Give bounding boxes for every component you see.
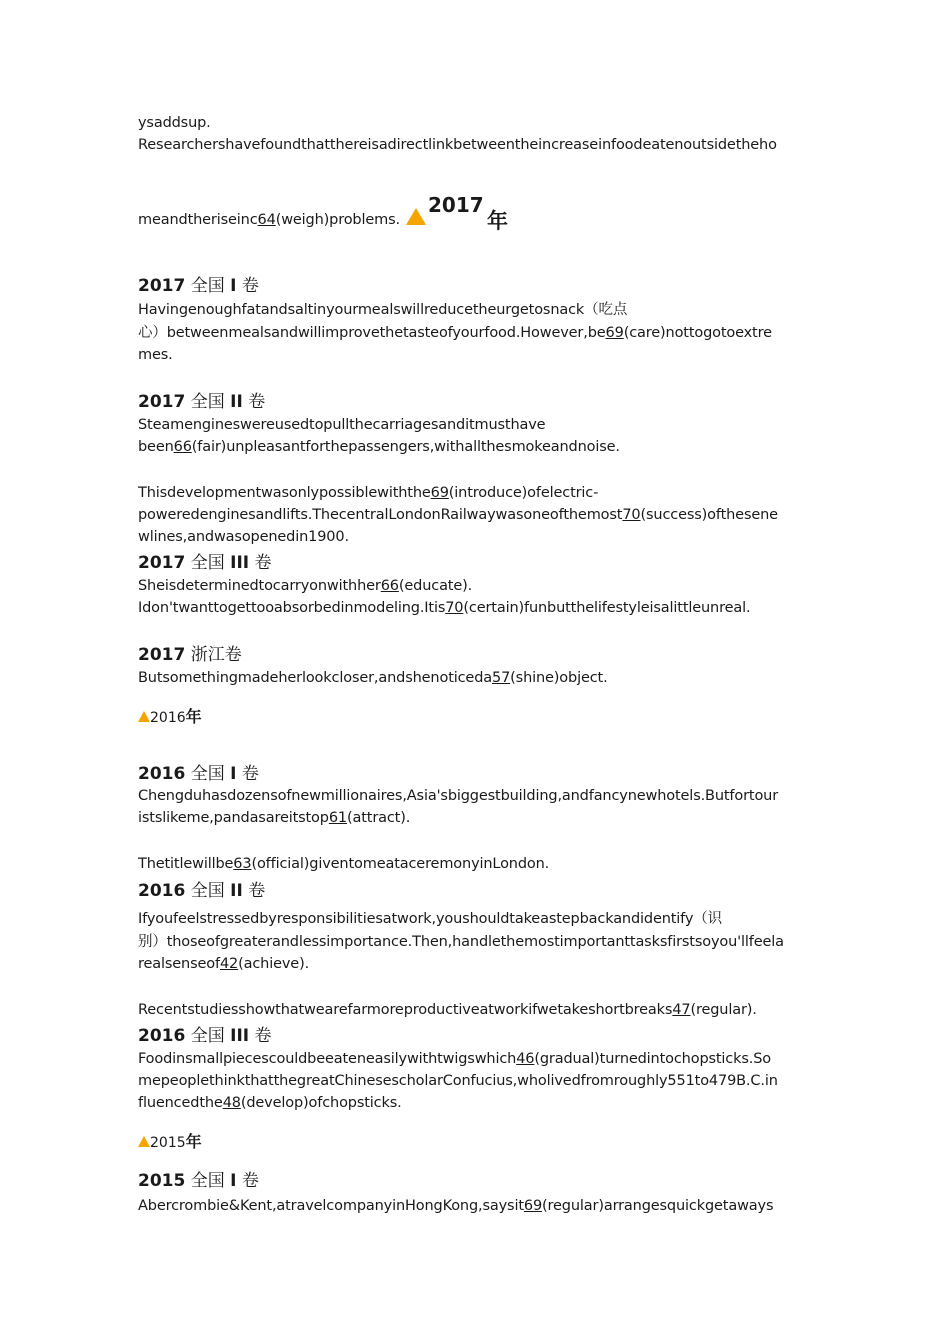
section-heading — [138, 643, 242, 667]
text-line — [138, 575, 472, 597]
text-line: mepeoplethinkthatthegreatChinesescholarConfucius,wholivedfromroughly551to479B.C.in — [138, 1073, 778, 1089]
text-line — [138, 999, 757, 1021]
blank-number: 66 — [380, 578, 399, 594]
heading-year: 2017 — [138, 553, 186, 573]
text-line — [138, 209, 400, 231]
text-segment: Sheisdeterminedtocarryonwithher — [138, 578, 381, 594]
text-segment: (regular). — [690, 1002, 757, 1018]
text-segment: poweredenginesandlifts.ThecentralLondonRailwaywasoneofthemost — [138, 507, 623, 523]
section-heading — [138, 879, 265, 903]
text-segment: (educate). — [398, 578, 473, 594]
blank-number: 70 — [622, 507, 641, 523]
text-line: ysaddsup. — [138, 115, 211, 131]
text-segment: 心）betweenmealsandwillimprovethetasteofyourfood.However,be — [138, 325, 606, 341]
text-line: 别）thoseofgreaterandlessimportance.Then,handlethemostimportanttasksfirstsoyou'llfeela — [138, 934, 784, 950]
heading-roman: I — [230, 1171, 237, 1191]
text-line: Researchershavefoundthatthereisadirectlinkbetweentheincreaseinfoodeatenoutsidetheho — [138, 137, 777, 153]
text-line — [138, 504, 778, 526]
text-line — [138, 322, 772, 344]
blank-number: 66 — [173, 439, 192, 455]
heading-suffix: 卷 — [241, 764, 259, 784]
heading-title: 全国 — [190, 392, 225, 412]
text-segment: Thetitlewillbe — [138, 856, 234, 872]
blank-number: 69 — [430, 485, 449, 501]
heading-suffix: 卷 — [254, 553, 272, 573]
heading-title: 全国 — [190, 764, 225, 784]
text-segment: Idon'twanttogettooabsorbedinmodeling.Itis — [138, 600, 446, 616]
text-segment: (shine)object. — [510, 670, 608, 686]
text-line — [138, 436, 620, 458]
heading-year: 2016 — [138, 881, 186, 901]
year-number: 2015 — [150, 1135, 186, 1151]
text-segment: (attract). — [347, 810, 411, 826]
heading-year: 2017 — [138, 392, 186, 412]
text-segment: (success)ofthesene — [640, 507, 778, 523]
text-line — [138, 1195, 773, 1217]
year-number: 2016 — [150, 710, 186, 726]
heading-title: 浙江卷 — [190, 645, 242, 665]
blank-number: 46 — [516, 1051, 535, 1067]
text-line — [138, 667, 608, 689]
blank-number: 61 — [328, 810, 347, 826]
text-line — [138, 597, 750, 619]
text-line — [138, 1092, 402, 1114]
heading-suffix: 卷 — [248, 392, 266, 412]
text-segment: Abercrombie&Kent,atravelcompanyinHongKong,saysit — [138, 1198, 524, 1214]
heading-suffix: 卷 — [254, 1026, 272, 1046]
blank-number: 69 — [605, 325, 624, 341]
text-line — [138, 853, 549, 875]
heading-suffix: 卷 — [241, 276, 259, 296]
year-marker — [138, 706, 202, 729]
triangle-icon — [138, 711, 150, 722]
heading-roman: I — [230, 764, 237, 784]
text-line: Steamengineswereusedtopullthecarriagesanditmusthave — [138, 417, 546, 433]
text-segment: Thisdevelopmentwasonlypossiblewiththe — [138, 485, 431, 501]
text-segment: (gradual)turnedintochopsticks.So — [534, 1051, 772, 1067]
triangle-icon — [138, 1136, 150, 1147]
text-segment: (achieve). — [238, 956, 310, 972]
text-line: Havingenoughfatandsaltinyourmealswillreducetheurgetosnack（吃点 — [138, 302, 628, 318]
text-segment: (fair)unpleasantforthepassengers,withallthesmokeandnoise. — [191, 439, 620, 455]
year-heading: 2017 — [428, 193, 484, 217]
triangle-icon — [406, 208, 426, 225]
section-heading — [138, 390, 265, 414]
text-segment: (official)giventomeataceremonyinLondon. — [251, 856, 550, 872]
text-line — [138, 807, 410, 829]
blank-number: 42 — [219, 956, 239, 972]
blank-number: 64 — [257, 212, 276, 228]
heading-year: 2016 — [138, 764, 186, 784]
section-heading — [138, 551, 272, 575]
heading-roman: II — [230, 392, 243, 412]
text-segment: (develop)ofchopsticks. — [240, 1095, 402, 1111]
heading-title: 全国 — [190, 1171, 225, 1191]
text-segment: fluencedthe — [138, 1095, 223, 1111]
text-segment: (certain)funbutthelifestyleisalittleunreal. — [463, 600, 751, 616]
text-line — [138, 1048, 771, 1070]
heading-roman: III — [230, 1026, 250, 1046]
text-line — [138, 482, 598, 504]
text-line: Ifyoufeelstressedbyresponsibilitiesatwork,youshouldtakeastepbackandidentify（识 — [138, 911, 723, 927]
heading-suffix: 卷 — [241, 1171, 259, 1191]
heading-year: 2017 — [138, 645, 186, 665]
heading-year: 2017 — [138, 276, 186, 296]
section-heading — [138, 1024, 272, 1048]
year-char: 年 — [487, 209, 508, 233]
text-segment: realsenseof — [138, 956, 220, 972]
blank-number: 63 — [233, 856, 252, 872]
section-heading — [138, 274, 259, 298]
heading-roman: II — [230, 881, 243, 901]
text-segment: meandtheriseinc — [138, 212, 258, 228]
heading-title: 全国 — [190, 276, 225, 296]
blank-number: 69 — [523, 1198, 543, 1214]
blank-number: 47 — [672, 1002, 691, 1018]
heading-year: 2015 — [138, 1171, 186, 1191]
year-char: 年 — [185, 1132, 202, 1151]
text-line: wlines,andwasopenedin1900. — [138, 529, 349, 545]
blank-number: 70 — [445, 600, 464, 616]
heading-title: 全国 — [190, 881, 225, 901]
text-segment: (introduce)ofelectric- — [448, 485, 599, 501]
heading-suffix: 卷 — [248, 881, 266, 901]
text-line — [138, 953, 309, 975]
heading-roman: I — [230, 276, 237, 296]
text-segment: Butsomethingmadeherlookcloser,andshenoticeda — [138, 670, 492, 686]
section-heading — [138, 1169, 259, 1193]
text-line: Chengduhasdozensofnewmillionaires,Asia'sbiggestbuilding,andfancynewhotels.Butfortour — [138, 788, 779, 804]
text-segment: (regular)arrangesquickgetaways — [542, 1198, 774, 1214]
year-char: 年 — [185, 707, 202, 726]
text-segment: (care)nottogotoextre — [623, 325, 772, 341]
heading-roman: III — [230, 553, 250, 573]
year-marker — [138, 1131, 202, 1154]
heading-year: 2016 — [138, 1026, 186, 1046]
text-segment: Foodinsmallpiecescouldbeeateneasilywithtwigswhich — [138, 1051, 517, 1067]
section-heading — [138, 762, 259, 786]
text-segment: (weigh)problems. — [275, 212, 400, 228]
heading-title: 全国 — [190, 1026, 225, 1046]
text-segment: been — [138, 439, 174, 455]
text-segment: istslikeme,pandasareitstop — [138, 810, 329, 826]
text-segment: Recentstudiesshowthatwearefarmoreproductiveatworkifwetakeshortbreaks — [138, 1002, 673, 1018]
blank-number: 48 — [222, 1095, 241, 1111]
text-line: mes. — [138, 347, 173, 363]
heading-title: 全国 — [190, 553, 225, 573]
blank-number: 57 — [492, 670, 511, 686]
